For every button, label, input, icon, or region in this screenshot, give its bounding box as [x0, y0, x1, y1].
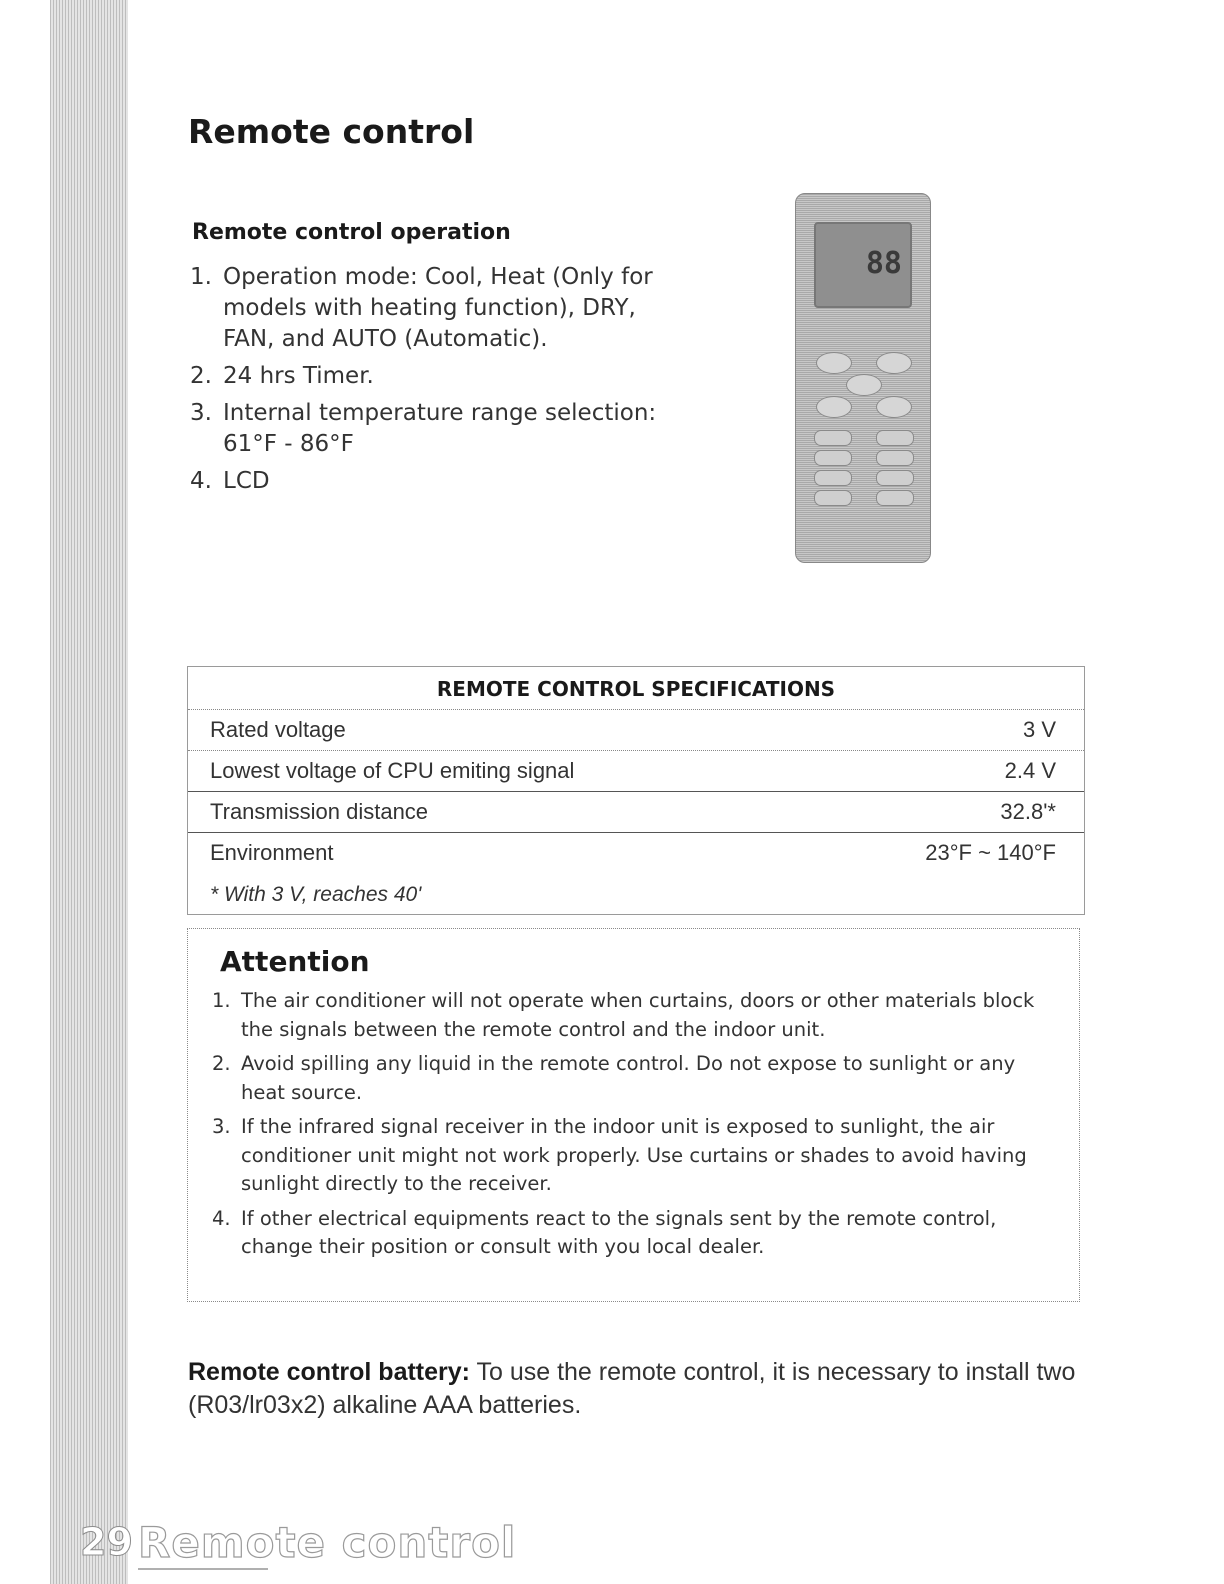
- footer-section-title: Remote control: [138, 1518, 517, 1567]
- attention-title: Attention: [220, 945, 370, 978]
- list-item: [190, 262, 690, 355]
- list-item: [212, 1113, 1057, 1199]
- remote-control-image: [795, 193, 931, 563]
- table-row: [188, 750, 1084, 790]
- remote-button: [876, 470, 914, 486]
- item-text: Avoid spilling any liquid in the remote control. Do not expose to sunlight or any heat source.: [241, 1052, 1016, 1104]
- row-value: 23°F ~ 140°F: [925, 840, 1056, 865]
- list-item: [212, 987, 1057, 1044]
- item-text: LCD: [223, 468, 270, 494]
- operation-list: [190, 262, 690, 503]
- row-label: Environment: [210, 840, 334, 865]
- attention-box: [187, 928, 1080, 1302]
- item-number: 3.: [190, 400, 212, 426]
- item-text: 24 hrs Timer.: [223, 363, 374, 389]
- table-row: [188, 832, 1084, 872]
- remote-button: [814, 450, 852, 466]
- row-value: 2.4 V: [1004, 758, 1056, 783]
- specifications-footnote: * With 3 V, reaches 40': [210, 883, 422, 906]
- row-label: Lowest voltage of CPU emiting signal: [210, 758, 575, 783]
- row-label: Transmission distance: [210, 799, 429, 824]
- list-item: [212, 1050, 1057, 1107]
- specifications-title: REMOTE CONTROL SPECIFICATIONS: [436, 677, 836, 701]
- item-number: 1.: [190, 264, 212, 290]
- side-decorative-band: [50, 0, 128, 1584]
- remote-button: [876, 396, 912, 418]
- page-number: 29: [80, 1520, 133, 1564]
- list-item: [212, 1205, 1057, 1262]
- remote-button: [816, 352, 852, 374]
- specifications-table: [187, 666, 1085, 915]
- remote-button: [876, 430, 914, 446]
- item-number: 4.: [212, 1206, 231, 1230]
- attention-list: [212, 987, 1057, 1268]
- item-number: 4.: [190, 468, 212, 494]
- row-label: Rated voltage: [210, 717, 346, 742]
- table-row: [188, 709, 1084, 749]
- table-row: [188, 791, 1084, 831]
- remote-button: [876, 352, 912, 374]
- row-value: 32.8'*: [1000, 799, 1056, 824]
- remote-button: [876, 490, 914, 506]
- item-text: Internal temperature range selection: 61°F - 86°F: [223, 400, 657, 457]
- item-number: 3.: [212, 1115, 231, 1138]
- remote-button: [876, 450, 914, 466]
- item-number: 1.: [212, 989, 231, 1012]
- battery-label: Remote control battery:: [188, 1358, 470, 1386]
- page-title: Remote control: [188, 112, 475, 151]
- item-text: If the infrared signal receiver in the indoor unit is exposed to sunlight, the air conditioner unit might not work properly. Use curtains or shades to avoid having sunlight directly to the receiver.: [241, 1115, 1027, 1195]
- remote-button: [814, 430, 852, 446]
- item-text: The air conditioner will not operate when curtains, doors or other materials block the signals between the remote control and the indoor unit.: [241, 989, 1035, 1041]
- item-number: 2.: [190, 363, 212, 389]
- list-item: [190, 466, 690, 497]
- list-item: [190, 361, 690, 392]
- footer-underline: [138, 1568, 268, 1570]
- remote-button: [814, 490, 852, 506]
- remote-button: [814, 470, 852, 486]
- operation-heading: Remote control operation: [192, 220, 511, 245]
- item-number: 2.: [212, 1052, 231, 1075]
- lcd-digits: 88: [865, 246, 902, 281]
- row-value: 3 V: [1022, 717, 1056, 742]
- item-text: Operation mode: Cool, Heat (Only for models with heating function), DRY, FAN, and AUTO (Automatic).: [223, 264, 653, 352]
- item-text: If other electrical equipments react to the signals sent by the remote control, change their position or consult with you local dealer.: [241, 1206, 997, 1258]
- battery-text: To use the remote control, it is necessary to install two (R03/lr03x2) alkaline AAA batteries.: [188, 1358, 1076, 1419]
- battery-paragraph: [188, 1356, 1088, 1422]
- remote-button: [816, 396, 852, 418]
- list-item: [190, 398, 690, 460]
- remote-button: [846, 374, 882, 396]
- remote-lcd-screen: [814, 222, 912, 308]
